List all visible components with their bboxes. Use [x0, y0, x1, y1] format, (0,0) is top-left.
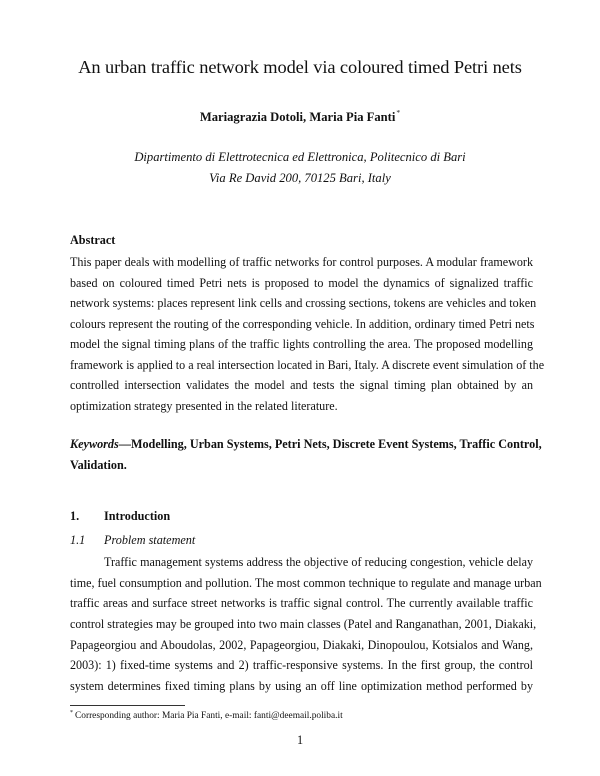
- section-number: 1.: [70, 509, 80, 523]
- author-footnote-mark: *: [396, 108, 401, 117]
- keywords-label: Keywords: [70, 437, 119, 451]
- intro-body: [70, 552, 542, 697]
- footnote-mark: *: [70, 710, 73, 716]
- abstract-heading: Abstract: [70, 233, 116, 247]
- body-line: 2003): 1) fixed-time systems and 2) traffic-responsive systems. In the first group, the control: [70, 658, 533, 673]
- subsection-heading: [70, 533, 195, 548]
- keywords-line-2: Validation.: [70, 458, 127, 472]
- keywords-block: [70, 434, 542, 476]
- abstract-line: optimization strategy presented in the related literature.: [70, 398, 338, 413]
- footnote-divider: [70, 705, 185, 706]
- paper-title: An urban traffic network model via coloured timed Petri nets: [78, 57, 522, 77]
- abstract-line: This paper deals with modelling of traffic networks for control purposes. A modular framework: [70, 255, 533, 269]
- section-heading: [70, 509, 170, 524]
- body-line: Papageorgiou and Aboudolas, 2002, Papageorgiou, Diakaki, Dinopoulou, Kotsialos and Wang,: [70, 637, 533, 652]
- abstract-body: [70, 252, 545, 416]
- body-line: system determines fixed timing plans by using an off line optimization method performed by: [70, 679, 533, 694]
- footnote: [70, 710, 343, 721]
- affiliation-line-2: Via Re David 200, 70125 Bari, Italy: [209, 171, 391, 185]
- subsection-number: 1.1: [70, 533, 86, 547]
- section-title: Introduction: [104, 509, 171, 523]
- abstract-line: controlled intersection validates the model and tests the signal timing plan obtained by an: [70, 378, 533, 392]
- abstract-line: colours represent the routing of the corresponding vehicle. In addition, ordinary timed Petri nets: [70, 316, 535, 331]
- abstract-line: based on coloured timed Petri nets is proposed to model the dynamics of signalized traffic: [70, 275, 533, 290]
- abstract-line: network systems: places represent link cells and crossing sections, tokens are vehicles and token: [70, 296, 537, 310]
- page-number: 1: [296, 733, 304, 747]
- paper-authors: [0, 108, 600, 125]
- author-names: Mariagrazia Dotoli, Maria Pia Fanti: [199, 110, 396, 124]
- abstract-line: model the signal timing plans of the traffic lights controlling the area. The proposed modelling: [70, 337, 533, 351]
- body-line: Traffic management systems address the objective of reducing congestion, vehicle delay: [104, 555, 533, 569]
- keywords-line-1: [70, 434, 542, 455]
- abstract-line: framework is applied to a real intersection located in Bari, Italy. A discrete event simulation of the: [70, 357, 545, 372]
- subsection-title: Problem statement: [104, 533, 196, 547]
- body-line: control strategies may be grouped into two main classes (Patel and Ranganathan, 2001, Diakaki,: [70, 617, 537, 632]
- body-line: time, fuel consumption and pollution. The most common technique to regulate and manage urban: [70, 575, 542, 590]
- affiliation-line-1: Dipartimento di Elettrotecnica ed Elettronica, Politecnico di Bari: [134, 150, 466, 164]
- footnote-text: Corresponding author: Maria Pia Fanti, e-mail: fanti@deemail.poliba.it: [75, 711, 343, 721]
- body-line: traffic areas and surface street networks is traffic signal control. The currently available traffic: [70, 596, 533, 611]
- keywords-list: —Modelling, Urban Systems, Petri Nets, Discrete Event Systems, Traffic Control,: [118, 437, 542, 451]
